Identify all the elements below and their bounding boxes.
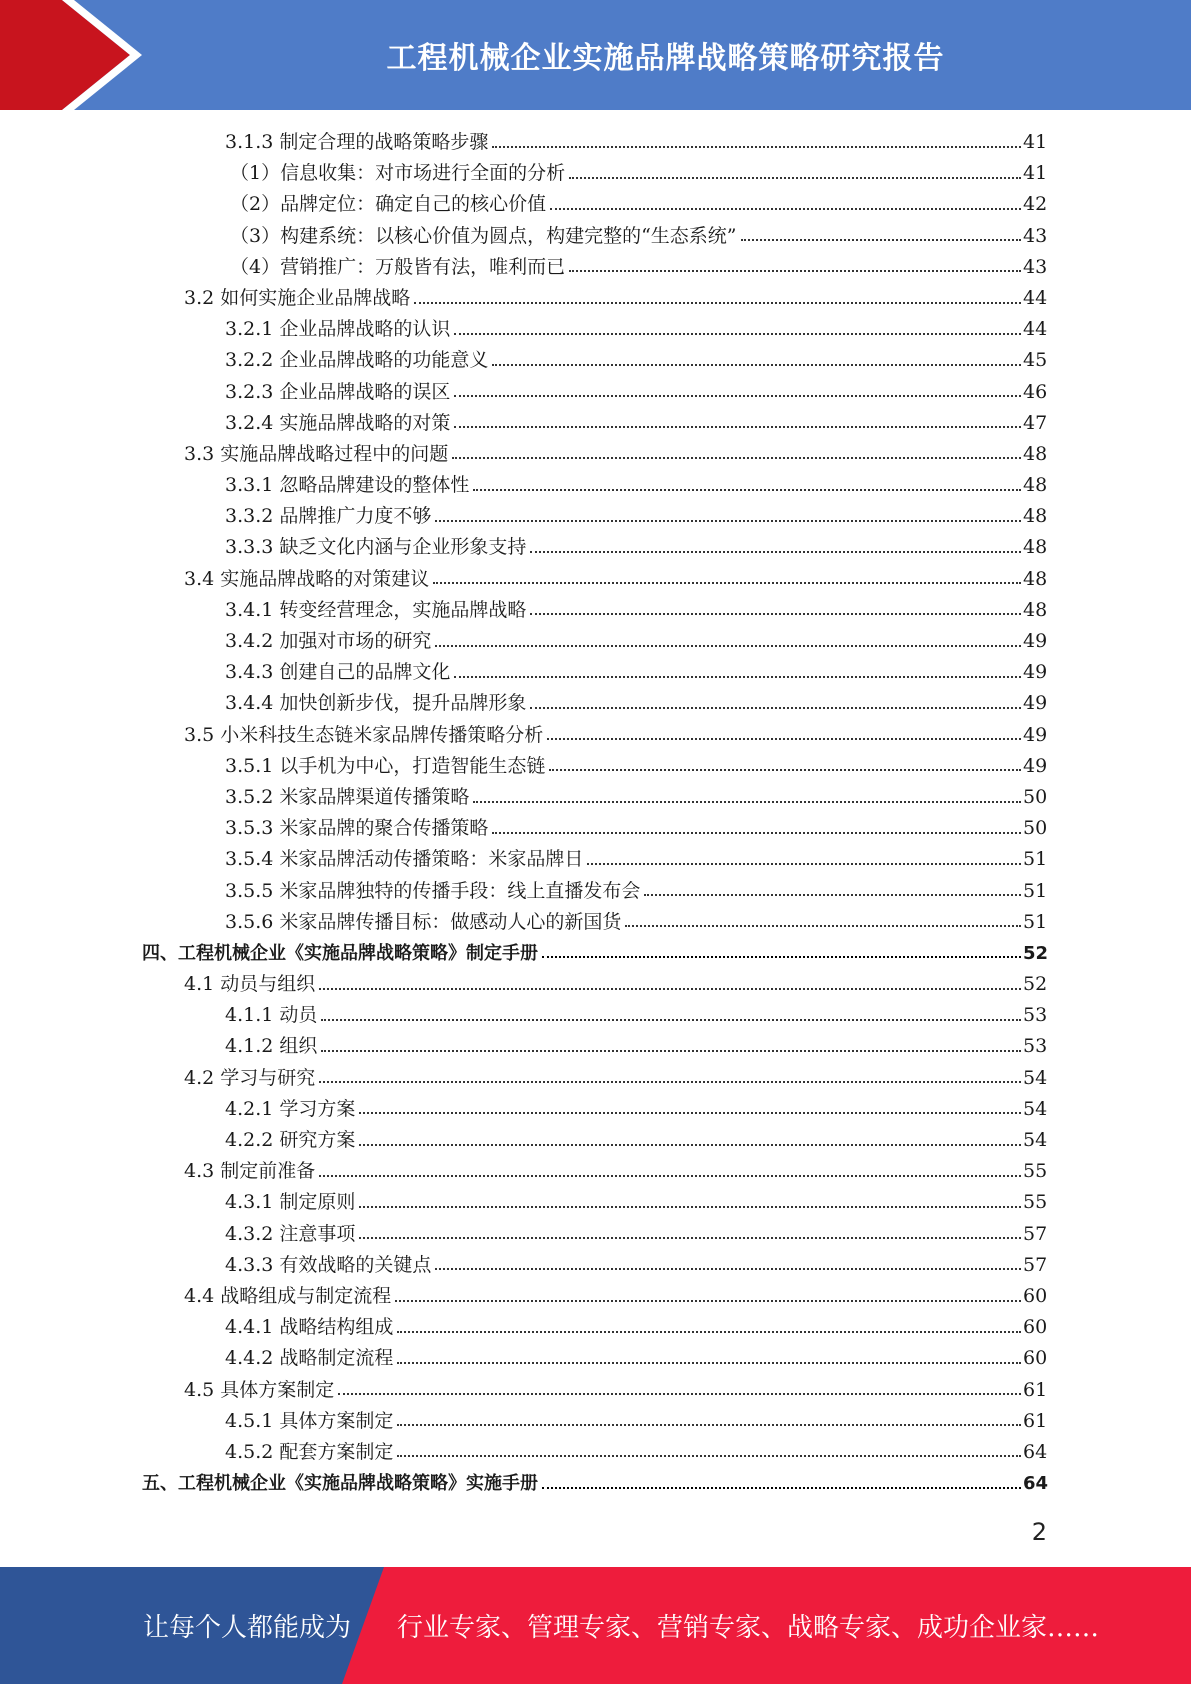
toc-entry-page: 60 [1023, 1284, 1048, 1307]
toc-entry-page: 55 [1023, 1160, 1048, 1183]
toc-dot-leader [452, 457, 1021, 459]
toc-dot-leader [547, 738, 1021, 740]
toc-dot-leader [414, 302, 1021, 304]
toc-entry-page: 44 [1023, 318, 1048, 341]
toc-dot-leader [359, 1112, 1021, 1114]
toc-entry-title: （3）构建系统：以核心价值为圆点，构建完整的“生态系统” [230, 224, 737, 247]
toc-dot-leader [319, 1175, 1021, 1177]
toc-dot-leader [433, 582, 1021, 584]
toc-dot-leader [359, 1144, 1021, 1146]
toc-entry-title: 4.4.2 战略制定流程 [225, 1347, 394, 1370]
toc-entry-page: 55 [1023, 1191, 1048, 1214]
toc-entry[interactable] [0, 626, 1191, 657]
toc-entry-page: 49 [1023, 630, 1048, 652]
toc-entry-page: 48 [1023, 536, 1048, 559]
toc-entry-title: 3.3.2 品牌推广力度不够 [225, 505, 432, 528]
toc-entry[interactable] [0, 1187, 1191, 1218]
toc-dot-leader [359, 1206, 1021, 1208]
toc-entry[interactable] [0, 345, 1191, 376]
toc-dot-leader [625, 925, 1021, 927]
toc-dot-leader [492, 832, 1021, 834]
toc-entry[interactable] [0, 1343, 1191, 1374]
toc-entry-page: 57 [1023, 1253, 1048, 1276]
toc-entry[interactable] [0, 688, 1191, 719]
toc-entry-page: 43 [1023, 255, 1048, 278]
toc-entry-page: 43 [1023, 224, 1048, 247]
toc-entry-page: 54 [1023, 1129, 1048, 1151]
toc-entry-title: （1）信息收集：对市场进行全面的分析 [230, 162, 566, 185]
toc-entry-title: 4.1.1 动员 [225, 1004, 318, 1027]
toc-entry-page: 49 [1023, 754, 1048, 777]
toc-entry[interactable] [0, 127, 1191, 158]
toc-entry-title: 3.4.4 加快创新步伐，提升品牌形象 [225, 692, 527, 715]
toc-entry-title: 4.3.2 注意事项 [225, 1222, 356, 1245]
toc-entry[interactable] [0, 377, 1191, 408]
header-arrow-decoration [0, 0, 170, 110]
toc-dot-leader [454, 426, 1021, 428]
toc-entry-title: 3.4 实施品牌战略的对策建议 [184, 567, 430, 590]
toc-entry[interactable] [0, 751, 1191, 782]
toc-entry[interactable] [0, 189, 1191, 220]
toc-entry-title: 3.5.5 米家品牌独特的传播手段：线上直播发布会 [225, 879, 641, 902]
toc-dot-leader [319, 988, 1021, 990]
toc-entry-title: 4.5.2 配套方案制定 [225, 1440, 394, 1463]
toc-entry-title: （4）营销推广：万般皆有法，唯利而已 [230, 255, 566, 278]
toc-entry-title: 4.1.2 组织 [225, 1035, 318, 1058]
toc-entry-page: 53 [1023, 1035, 1048, 1058]
page-header [0, 0, 1191, 110]
toc-dot-leader [454, 395, 1021, 397]
toc-entry-title: 3.2.3 企业品牌战略的误区 [225, 380, 451, 403]
toc-dot-leader [321, 1019, 1021, 1021]
toc-entry-title: 4.5.1 具体方案制定 [225, 1409, 394, 1432]
toc-entry[interactable] [0, 1468, 1191, 1499]
toc-entry[interactable] [0, 470, 1191, 501]
toc-entry-title: 3.3.1 忽略品牌建设的整体性 [225, 474, 470, 497]
toc-dot-leader [542, 1487, 1021, 1489]
toc-entry[interactable] [0, 876, 1191, 907]
page-number: 2 [1031, 1518, 1047, 1546]
toc-entry-title: 4.3.1 制定原则 [225, 1191, 356, 1214]
toc-entry-page: 45 [1023, 349, 1048, 372]
toc-entry-page: 57 [1023, 1222, 1048, 1245]
toc-entry-title: 3.5 小米科技生态链米家品牌传播策略分析 [184, 723, 544, 746]
toc-entry[interactable] [0, 1000, 1191, 1031]
toc-dot-leader [435, 520, 1021, 522]
toc-dot-leader [741, 239, 1021, 241]
toc-entry[interactable] [0, 283, 1191, 314]
table-of-contents [0, 127, 1191, 1499]
toc-entry-page: 52 [1023, 942, 1049, 964]
toc-entry[interactable] [0, 252, 1191, 283]
toc-entry[interactable] [0, 782, 1191, 813]
toc-entry[interactable] [0, 1437, 1191, 1468]
toc-entry-title: 3.2.1 企业品牌战略的认识 [225, 318, 451, 341]
toc-dot-leader [319, 1081, 1021, 1083]
document-title: 工程机械企业实施品牌战略策略研究报告 [386, 41, 945, 76]
toc-dot-leader [492, 364, 1021, 366]
toc-entry[interactable] [0, 408, 1191, 439]
toc-entry-page: 51 [1023, 910, 1048, 933]
toc-entry-title: 4.2.1 学习方案 [225, 1097, 356, 1120]
toc-entry-page: 50 [1023, 785, 1048, 808]
toc-entry-title: 3.5.4 米家品牌活动传播策略：米家品牌日 [225, 848, 584, 871]
toc-entry-page: 49 [1023, 723, 1048, 746]
toc-entry-title: 4.1 动员与组织 [184, 973, 316, 996]
toc-entry-title: 4.2 学习与研究 [184, 1066, 316, 1089]
toc-dot-leader [542, 956, 1021, 958]
toc-entry-title: 3.5.1 以手机为中心，打造智能生态链 [225, 754, 546, 777]
toc-entry-page: 52 [1023, 973, 1048, 996]
toc-entry-page: 64 [1023, 1440, 1048, 1463]
toc-dot-leader [397, 1455, 1021, 1457]
toc-entry[interactable] [0, 1094, 1191, 1125]
toc-entry[interactable] [0, 501, 1191, 532]
toc-dot-leader [492, 146, 1021, 148]
toc-entry-page: 48 [1023, 505, 1048, 528]
toc-dot-leader [473, 801, 1021, 803]
toc-entry-title: 3.4.3 创建自己的品牌文化 [225, 661, 451, 684]
toc-entry-title: 3.5.3 米家品牌的聚合传播策略 [225, 817, 489, 840]
toc-dot-leader [587, 863, 1021, 865]
toc-entry-title: 4.5 具体方案制定 [184, 1378, 335, 1401]
toc-entry-title: 3.3 实施品牌战略过程中的问题 [184, 442, 449, 465]
toc-entry[interactable] [0, 1375, 1191, 1406]
toc-entry-page: 46 [1023, 380, 1048, 403]
toc-entry-title: （2）品牌定位：确定自己的核心价值 [230, 193, 547, 216]
toc-entry-page: 49 [1023, 692, 1048, 715]
toc-dot-leader [454, 333, 1021, 335]
toc-entry-title: 4.4 战略组成与制定流程 [184, 1284, 392, 1307]
toc-dot-leader [644, 894, 1021, 896]
toc-entry-page: 61 [1023, 1378, 1048, 1401]
toc-dot-leader [435, 1268, 1021, 1270]
toc-entry-title: 3.4.2 加强对市场的研究 [225, 630, 432, 652]
toc-entry[interactable] [0, 532, 1191, 563]
toc-entry-page: 51 [1023, 848, 1048, 871]
toc-entry[interactable] [0, 595, 1191, 626]
toc-dot-leader [454, 676, 1021, 678]
toc-entry[interactable] [0, 221, 1191, 252]
toc-entry-page: 53 [1023, 1004, 1048, 1027]
footer-slogan-right: 行业专家、管理专家、营销专家、战略专家、成功企业家…… [397, 1613, 1100, 1643]
toc-entry-page: 48 [1023, 598, 1048, 621]
toc-entry[interactable] [0, 439, 1191, 470]
page-footer [0, 1567, 1191, 1684]
toc-entry[interactable] [0, 158, 1191, 189]
toc-entry[interactable] [0, 720, 1191, 751]
toc-entry-page: 50 [1023, 817, 1048, 840]
toc-entry-page: 48 [1023, 442, 1048, 465]
toc-dot-leader [569, 270, 1021, 272]
toc-entry-page: 41 [1023, 131, 1048, 153]
toc-dot-leader [530, 707, 1021, 709]
toc-entry-title: 3.5.6 米家品牌传播目标：做感动人心的新国货 [225, 910, 622, 933]
toc-entry-page: 42 [1023, 193, 1048, 216]
footer-slogan-left: 让每个人都能成为 [143, 1613, 352, 1643]
toc-entry-title: 4.4.1 战略结构组成 [225, 1316, 394, 1339]
toc-dot-leader [397, 1424, 1021, 1426]
toc-entry-title: 3.1.3 制定合理的战略策略步骤 [225, 131, 489, 153]
toc-entry[interactable] [0, 1031, 1191, 1062]
toc-entry-page: 64 [1023, 1473, 1049, 1495]
toc-entry[interactable] [0, 1219, 1191, 1250]
toc-entry[interactable] [0, 1281, 1191, 1312]
toc-dot-leader [530, 551, 1021, 553]
toc-entry[interactable] [0, 907, 1191, 938]
toc-entry[interactable] [0, 657, 1191, 688]
toc-entry-page: 60 [1023, 1347, 1048, 1370]
toc-dot-leader [569, 177, 1021, 179]
toc-entry-page: 44 [1023, 286, 1048, 309]
toc-entry-title: 4.3 制定前准备 [184, 1160, 316, 1183]
toc-entry[interactable] [0, 1250, 1191, 1281]
toc-entry-title: 3.4.1 转变经营理念，实施品牌战略 [225, 598, 527, 621]
toc-dot-leader [530, 613, 1021, 615]
toc-entry[interactable] [0, 938, 1191, 969]
toc-entry[interactable] [0, 844, 1191, 875]
toc-entry-title: 3.2.4 实施品牌战略的对策 [225, 411, 451, 434]
toc-entry-page: 41 [1023, 162, 1048, 185]
toc-entry-page: 60 [1023, 1316, 1048, 1339]
toc-entry-page: 54 [1023, 1097, 1048, 1120]
toc-entry-title: 4.3.3 有效战略的关键点 [225, 1253, 432, 1276]
toc-dot-leader [359, 1237, 1021, 1239]
toc-entry-page: 51 [1023, 879, 1048, 902]
toc-entry[interactable] [0, 813, 1191, 844]
toc-entry-title: 3.5.2 米家品牌渠道传播策略 [225, 785, 470, 808]
toc-entry[interactable] [0, 969, 1191, 1000]
toc-dot-leader [549, 769, 1021, 771]
toc-entry-title: 3.2.2 企业品牌战略的功能意义 [225, 349, 489, 372]
toc-entry-page: 49 [1023, 661, 1048, 684]
toc-dot-leader [397, 1331, 1021, 1333]
toc-entry-title: 4.2.2 研究方案 [225, 1129, 356, 1151]
toc-entry-page: 48 [1023, 567, 1048, 590]
toc-entry[interactable] [0, 1125, 1191, 1156]
toc-dot-leader [550, 208, 1021, 210]
toc-dot-leader [397, 1362, 1021, 1364]
toc-entry-page: 54 [1023, 1066, 1048, 1089]
toc-dot-leader [321, 1050, 1021, 1052]
toc-entry[interactable] [0, 1063, 1191, 1094]
toc-entry[interactable] [0, 1312, 1191, 1343]
toc-entry[interactable] [0, 1406, 1191, 1437]
toc-entry[interactable] [0, 314, 1191, 345]
toc-entry-page: 47 [1023, 411, 1048, 434]
toc-entry-page: 61 [1023, 1409, 1048, 1432]
toc-entry-title: 3.2 如何实施企业品牌战略 [184, 286, 411, 309]
toc-entry-page: 48 [1023, 474, 1048, 497]
toc-entry-title: 五、工程机械企业《实施品牌战略策略》实施手册 [142, 1473, 538, 1495]
toc-entry[interactable] [0, 1156, 1191, 1187]
toc-dot-leader [338, 1393, 1021, 1395]
toc-entry-title: 3.3.3 缺乏文化内涵与企业形象支持 [225, 536, 527, 559]
toc-dot-leader [473, 489, 1021, 491]
toc-dot-leader [435, 645, 1021, 647]
toc-dot-leader [395, 1300, 1021, 1302]
toc-entry-title: 四、工程机械企业《实施品牌战略策略》制定手册 [142, 942, 538, 964]
toc-entry[interactable] [0, 564, 1191, 595]
